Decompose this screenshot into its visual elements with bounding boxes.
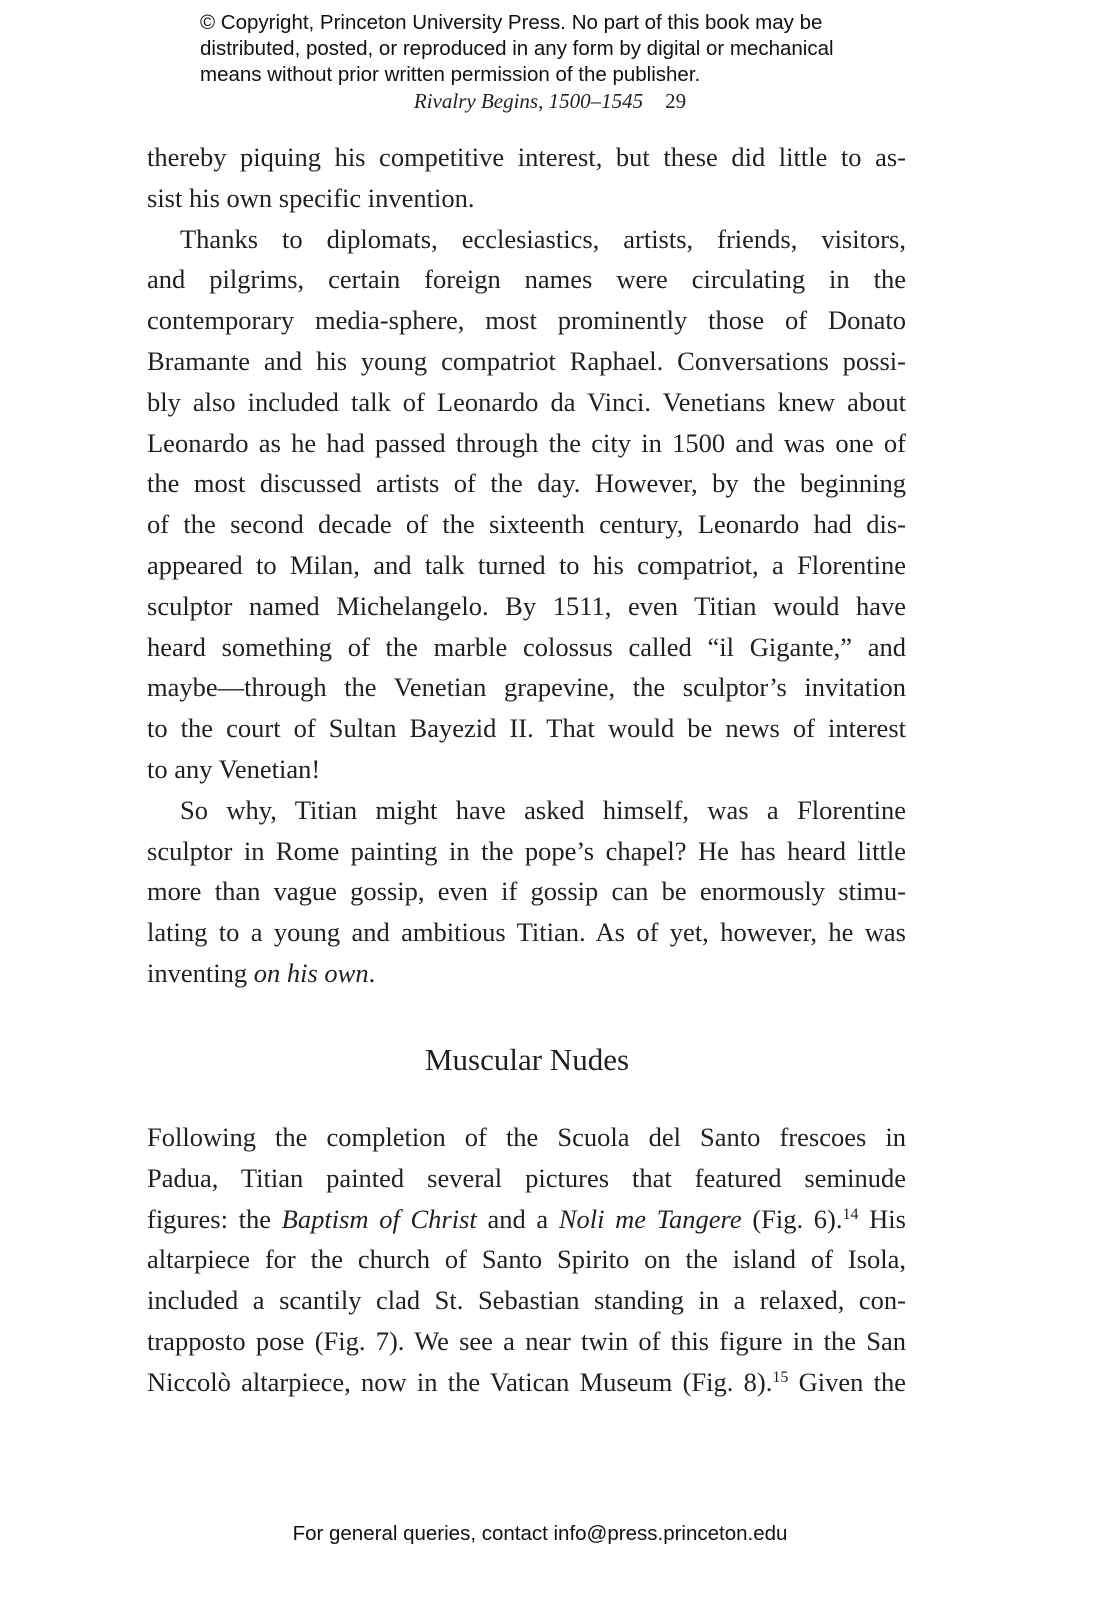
text-span: and a — [476, 1203, 559, 1234]
italic-text: on his own — [253, 958, 369, 988]
text-span: Following the completion of the Scuola del Santo frescoes in — [147, 1122, 906, 1152]
text-line — [147, 627, 906, 668]
text-span: of the second decade of the sixteenth century, Leonardo had dis- — [147, 509, 906, 540]
text-span: bly also included talk of Leonardo da Vinci. Venetians knew about — [147, 386, 906, 417]
copyright-line: means without prior written permission of the publisher. — [200, 63, 701, 86]
copyright-line: distributed, posted, or reproduced in any form by digital or mechanical — [200, 37, 834, 60]
text-span: to any Venetian! — [147, 754, 321, 784]
italic-text: Baptism of Christ — [281, 1203, 477, 1234]
text-span: inventing — [147, 958, 254, 988]
text-line — [147, 463, 906, 504]
text-span: contemporary media-sphere, most prominently those of Donato — [147, 305, 906, 336]
footnote-ref: 15 — [772, 1368, 789, 1386]
text-span: sculptor named Michelangelo. By 1511, even Titian would have — [147, 590, 906, 621]
text-span: Given the — [788, 1366, 906, 1397]
text-line — [147, 178, 906, 219]
text-span: the most discussed artists of the day. However, by the beginning — [147, 468, 906, 499]
text-line — [147, 259, 906, 300]
section-heading: Muscular Nudes — [424, 1042, 630, 1077]
text-line — [147, 708, 906, 749]
text-line — [147, 1239, 906, 1280]
text-line — [147, 300, 906, 341]
text-line — [147, 912, 906, 953]
text-line — [147, 1117, 906, 1158]
text-span: figures: the — [147, 1203, 282, 1234]
text-span: thereby piquing his competitive interest, but these did little to as- — [147, 142, 906, 172]
text-span: Bramante and his young compatriot Raphael. Conversations possi- — [147, 346, 906, 376]
text-span: His — [858, 1203, 906, 1234]
text-span: included a scantily clad St. Sebastian standing in a relaxed, con- — [147, 1285, 906, 1316]
text-span: sculptor in Rome painting in the pope’s chapel? He has heard little — [147, 835, 906, 866]
text-span: maybe—through the Venetian grapevine, the sculptor’s invitation — [147, 672, 906, 703]
text-line — [147, 423, 906, 464]
text-line — [147, 1199, 906, 1240]
text-line — [147, 871, 906, 912]
text-line — [147, 667, 906, 708]
text-span: to the court of Sultan Bayezid II. That would be news of interest — [147, 713, 906, 744]
text-line — [147, 504, 906, 545]
text-span: So why, Titian might have asked himself, was a Florentine — [180, 794, 906, 825]
text-line — [147, 1158, 906, 1199]
italic-text: Noli me Tangere — [558, 1203, 742, 1234]
footer-contact: For general queries, contact info@press.princeton.edu — [292, 1522, 788, 1545]
text-span: trapposto pose (Fig. 7). We see a near twin of this figure in the San — [147, 1326, 906, 1356]
copyright-line: © Copyright, Princeton University Press. No part of this book may be — [200, 11, 823, 34]
text-span: more than vague gossip, even if gossip can be enormously stimu- — [147, 876, 906, 907]
text-span: Niccolò altarpiece, now in the Vatican Museum (Fig. 8). — [147, 1366, 773, 1397]
text-span: Padua, Titian painted several pictures that featured seminude — [147, 1162, 906, 1193]
text-line — [147, 1362, 906, 1403]
text-span: altarpiece for the church of Santo Spirito on the island of Isola, — [147, 1244, 906, 1275]
text-line — [147, 219, 906, 260]
running-head — [0, 89, 1100, 114]
text-span: sist his own specific invention. — [147, 182, 475, 213]
page-number: 29 — [665, 89, 687, 113]
text-span: (Fig. 6). — [741, 1203, 843, 1234]
text-line — [147, 953, 906, 994]
text-line — [147, 586, 906, 627]
text-line — [147, 1280, 906, 1321]
text-span: heard something of the marble colossus called “il Gigante,” and — [147, 631, 906, 662]
text-span: and pilgrims, certain foreign names were circulating in the — [147, 264, 906, 295]
text-line — [147, 790, 906, 831]
text-line — [147, 137, 906, 178]
running-head-title: Rivalry Begins, 1500–1545 — [413, 89, 644, 113]
text-span: . — [368, 958, 376, 988]
text-span: appeared to Milan, and talk turned to his compatriot, a Florentine — [147, 550, 906, 580]
text-span: Thanks to diplomats, ecclesiastics, artists, friends, visitors, — [180, 223, 906, 254]
text-span: lating to a young and ambitious Titian. As of yet, however, he was — [147, 917, 906, 948]
text-line — [147, 749, 906, 790]
text-line — [147, 341, 906, 382]
text-line — [147, 545, 906, 586]
text-span: Leonardo as he had passed through the city in 1500 and was one of — [147, 427, 906, 458]
footnote-ref: 14 — [842, 1205, 859, 1223]
text-line — [147, 831, 906, 872]
text-line — [147, 382, 906, 423]
text-line — [147, 1321, 906, 1362]
